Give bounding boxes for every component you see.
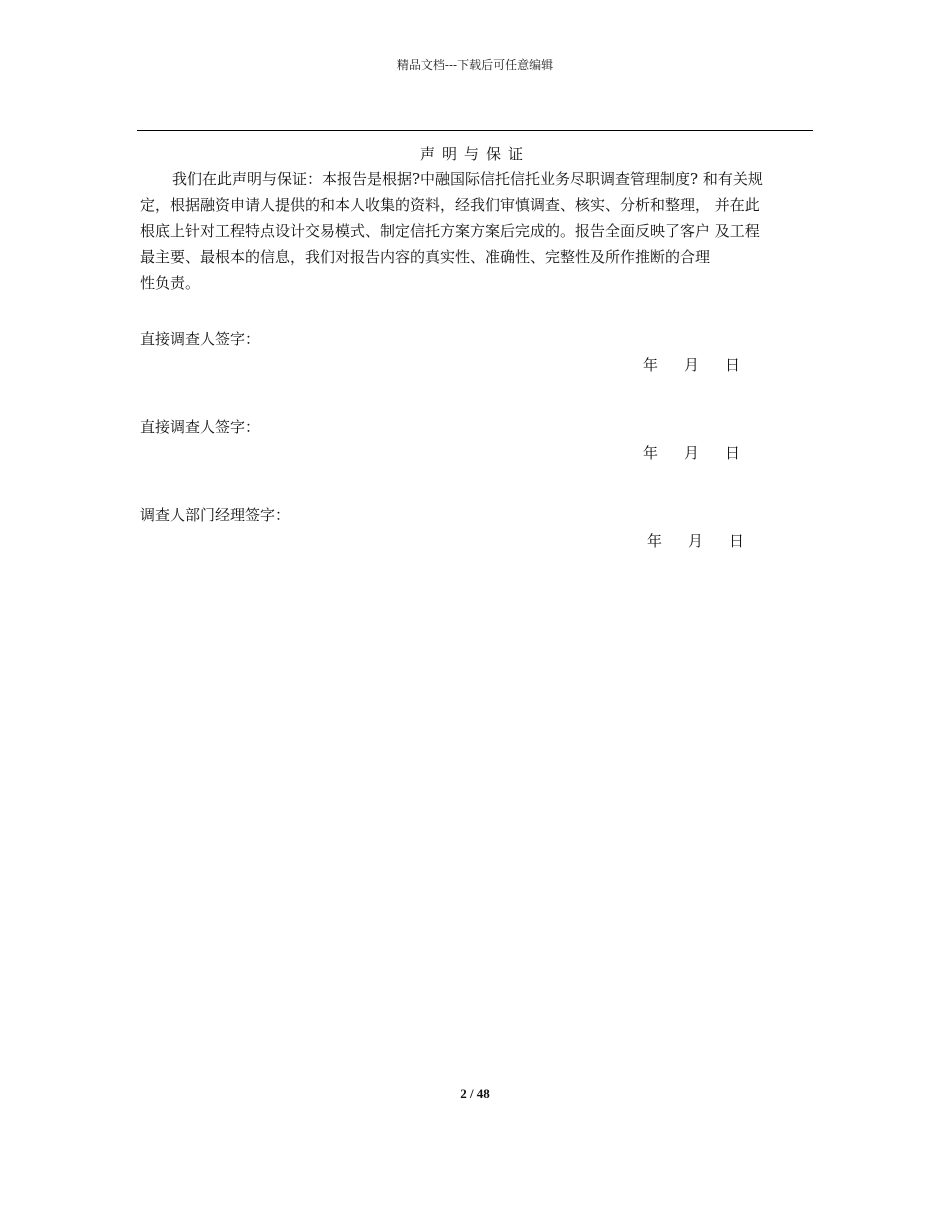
signature-label-department-manager: 调查人部门经理签字：: [140, 506, 291, 524]
signature-label-investigator-2: 直接调查人签字：: [140, 418, 261, 436]
paragraph-line: 性负责。: [140, 274, 201, 292]
date-year-label: 年: [643, 444, 659, 462]
date-day-label: 日: [725, 356, 741, 374]
date-month-label: 月: [688, 532, 704, 550]
date-month-label: 月: [684, 444, 700, 462]
paragraph-line: 定，根据融资申请人提供的和本人收集的资料，经我们审慎调查、核实、分析和整理， 并在此: [140, 196, 760, 214]
signature-date-1: [643, 354, 740, 375]
paragraph-line: 根底上针对工程特点设计交易模式、制定信托方案方案后完成的。报告全面反映了客户 及工程: [140, 222, 760, 240]
signature-label-investigator-1: 直接调查人签字：: [140, 330, 261, 348]
signature-date-3: [647, 530, 744, 551]
page-number: 2 / 48: [460, 1086, 490, 1101]
date-day-label: 日: [729, 532, 745, 550]
date-month-label: 月: [684, 356, 700, 374]
header-note: 精品文档---下载后可任意编辑: [396, 58, 554, 72]
signature-date-2: [643, 442, 740, 463]
date-day-label: 日: [725, 444, 741, 462]
paragraph-line: 最主要、最根本的信息，我们对报告内容的真实性、准确性、完整性及所作推断的合理: [140, 248, 711, 266]
header-rule: [137, 130, 813, 131]
declaration-paragraph: [140, 166, 818, 296]
paragraph-line: 我们在此声明与保证：本报告是根据?中融国际信托信托业务尽职调查管理制度? 和有关规: [172, 170, 763, 188]
date-year-label: 年: [647, 532, 663, 550]
date-year-label: 年: [643, 356, 659, 374]
document-title: 声明与保证: [419, 145, 530, 163]
